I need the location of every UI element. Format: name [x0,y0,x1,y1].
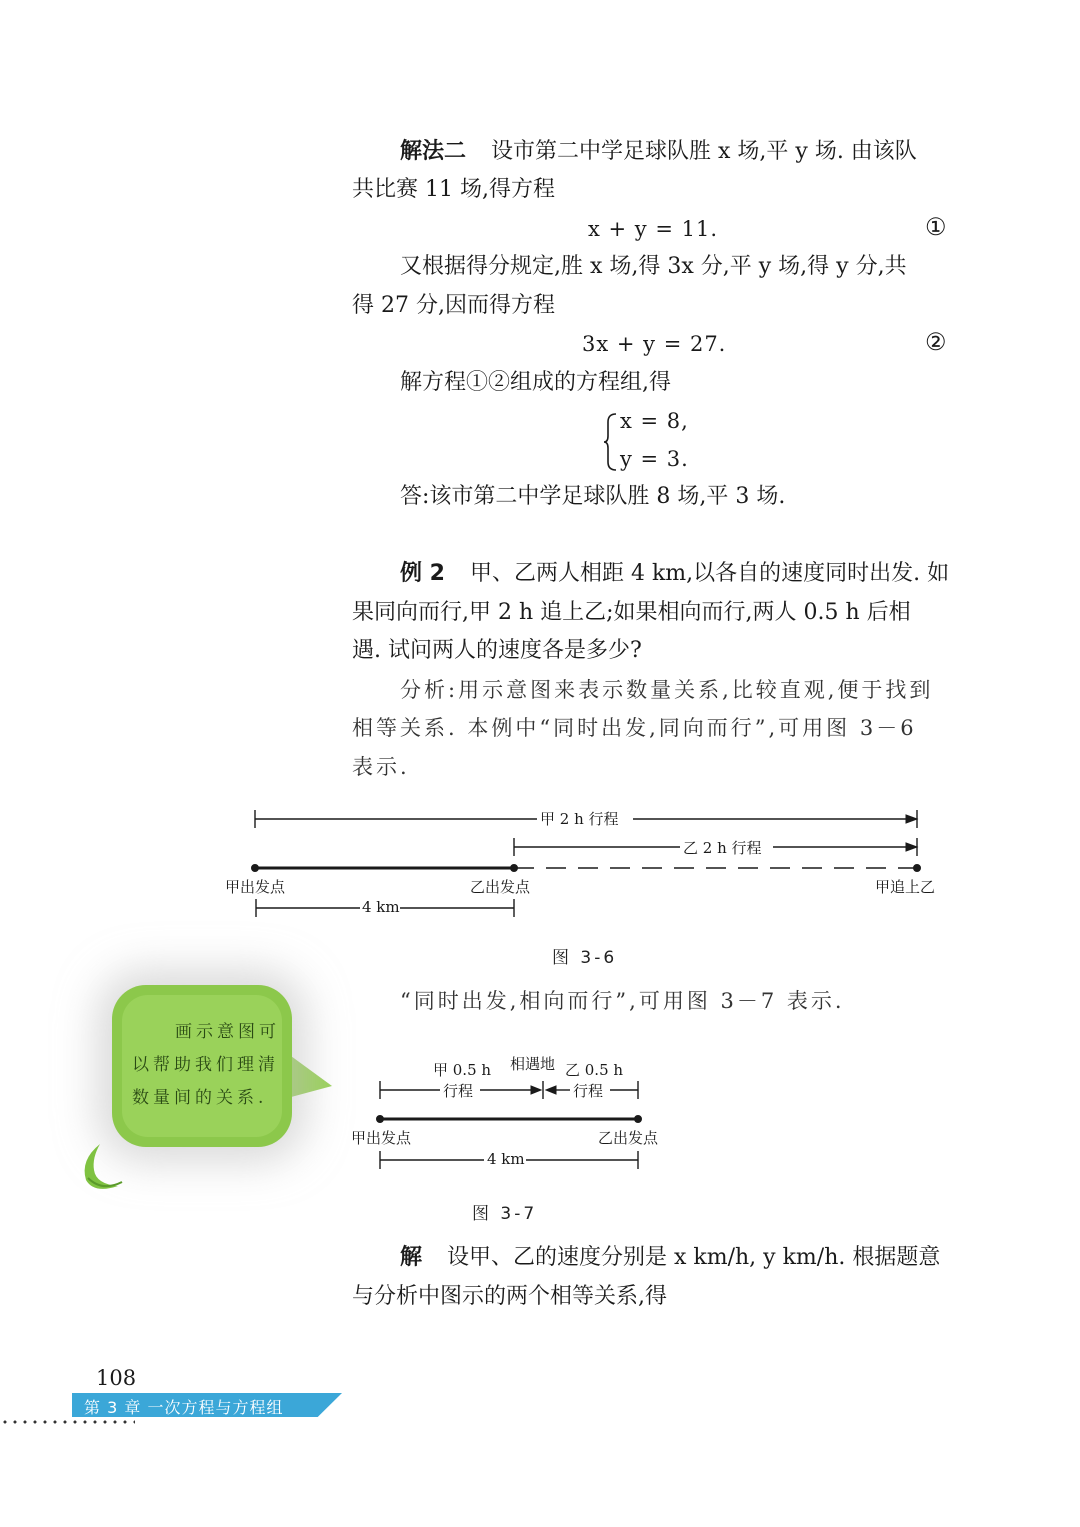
fig37-label-yi-top: 乙 0.5 h [565,1061,624,1079]
sidebar-note-line2: 以帮助我们理清 [132,1055,279,1075]
system-line-2: y = 3. [620,447,689,471]
fig37-start-yi: 乙出发点 [598,1129,659,1147]
example2-line3: 遇. 试问两人的速度各是多少? [352,638,642,663]
fig36-start-yi: 乙出发点 [470,878,531,896]
equation-2-number: ② [925,328,947,356]
fig36-label-yi-2h: 乙 2 h 行程 [683,839,762,857]
equation-2: 3x + y = 27. [582,332,727,356]
chapter-title: 第 3 章 一次方程与方程组 [84,1398,284,1417]
analysis-line2: 相等关系. 本例中“同时出发,同向而行”,可用图 3－6 [352,716,917,740]
fig37-label-jia-top: 甲 0.5 h [433,1061,492,1079]
sidebar-note-line1: 画示意图可 [175,1022,280,1042]
fig37-start-jia: 甲出发点 [351,1129,412,1147]
figure-3-6-caption: 图 3-6 [552,948,618,968]
method2-answer: 答:该市第二中学足球队胜 8 场,平 3 场. [400,484,786,509]
solution-line2: 与分析中图示的两个相等关系,得 [352,1284,667,1309]
method2-line5: 解方程①②组成的方程组,得 [400,370,671,395]
fig37-distance: 4 km [487,1150,525,1168]
sidebar-note-line3: 数量间的关系. [132,1088,268,1108]
system-line-1: x = 8, [620,409,689,433]
fig36-catch-up: 甲追上乙 [875,878,936,896]
solution-heading: 解 [400,1245,423,1270]
example2-text1: 甲、乙两人相距 4 km,以各自的速度同时出发. 如 [469,561,950,586]
method2-text1: 设市第二中学足球队胜 x 场,平 y 场. 由该队 [491,139,917,164]
method2-line3: 又根据得分规定,胜 x 场,得 3x 分,平 y 场,得 y 分,共 [400,254,907,279]
analysis-line3: 表示. [352,755,410,779]
fig36-start-jia: 甲出发点 [225,878,286,896]
fig37-label-trip-left: 行程 [443,1082,474,1100]
equation-1: x + y = 11. [588,217,718,241]
method2-line2: 共比赛 11 场,得方程 [352,177,555,202]
figure-3-7-intro: “同时出发,相向而行”,可用图 3－7 表示. [400,989,845,1013]
equation-1-number: ① [925,213,947,241]
fig36-distance: 4 km [362,898,400,916]
footer-dots [0,1420,135,1424]
figure-3-7-caption: 图 3-7 [472,1204,538,1224]
method2-line4: 得 27 分,因而得方程 [352,293,555,318]
solution-line1 [400,1239,940,1277]
method2-heading: 解法二 [400,139,467,164]
solution-text1: 设甲、乙的速度分别是 x km/h, y km/h. 根据题意 [447,1245,941,1270]
fig37-label-meet: 相遇地 [510,1055,556,1073]
fig36-label-jia-2h: 甲 2 h 行程 [540,810,619,828]
analysis-line1: 分析:用示意图来表示数量关系,比较直观,便于找到 [400,678,934,702]
page-number: 108 [96,1366,137,1390]
example2-line2: 果同向而行,甲 2 h 追上乙;如果相向而行,两人 0.5 h 后相 [352,600,911,625]
fig37-label-trip-right: 行程 [573,1082,604,1100]
example2-heading: 例 2 [400,561,445,586]
